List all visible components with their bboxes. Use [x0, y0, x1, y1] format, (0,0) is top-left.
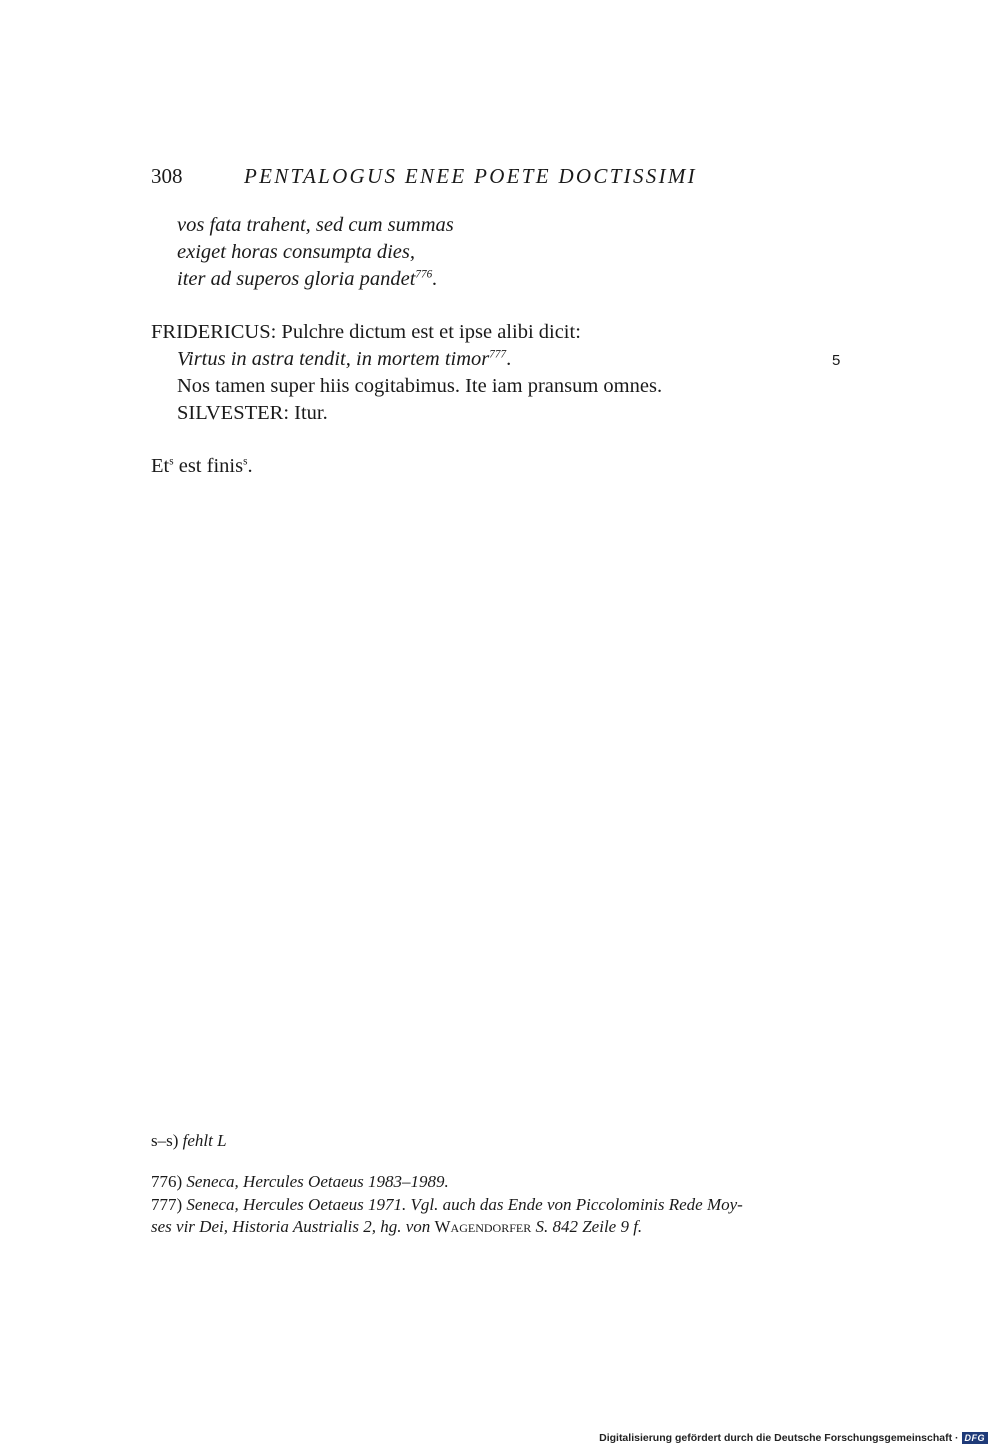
verse-line-2: exiget horas consumpta dies,: [177, 241, 415, 263]
nos-line: Nos tamen super hiis cogitabimus. Ite iam pransum omnes.: [177, 375, 663, 397]
dfg-logo: DFG: [962, 1432, 989, 1444]
apparatus-siglum: s–s): [151, 1131, 179, 1150]
page-number: 308: [151, 164, 183, 188]
ending-line: [151, 453, 253, 480]
ending-end: .: [247, 455, 253, 477]
footnote-label: 776): [151, 1172, 183, 1191]
footnote-label: 777): [151, 1195, 183, 1214]
quote-end: .: [506, 348, 512, 370]
ending-word: Et: [151, 455, 170, 477]
verse-line-3-text: iter ad superos gloria pandet: [177, 268, 416, 290]
apparatus-text: fehlt L: [182, 1131, 227, 1150]
footnote-ref-777: 777: [489, 348, 507, 361]
ending-middle: est finis: [173, 455, 244, 477]
verse-line-3-end: .: [432, 268, 438, 290]
quote-line: [177, 346, 511, 373]
footnote-776: [151, 1171, 449, 1193]
author-name: Wagendorfer: [434, 1217, 532, 1236]
apparatus-mark-open: s: [169, 455, 174, 468]
apparatus-entry: [151, 1130, 227, 1152]
line-number: 5: [832, 352, 841, 369]
footer-banner-text: Digitalisierung gefördert durch die Deutsche Forschungsgemeinschaft ·: [599, 1432, 959, 1444]
digitization-footer: [599, 1432, 988, 1444]
footnote-777-continuation: [151, 1216, 642, 1238]
running-title: PENTALOGUS ENEE POETE DOCTISSIMI: [244, 164, 697, 188]
footnote-777: [151, 1194, 743, 1216]
footnote-ref-776: 776: [415, 268, 433, 281]
footnote-text: Seneca, Hercules Oetaeus 1983–1989.: [186, 1172, 449, 1191]
apparatus-mark-close: s: [243, 455, 248, 468]
verse-line-3: [177, 266, 437, 293]
footnote-text-line-2-end: S. 842 Zeile 9 f.: [535, 1217, 643, 1236]
verse-line-1: vos fata trahent, sed cum summas: [177, 214, 454, 236]
silvester-line: SILVESTER: Itur.: [177, 402, 328, 424]
fridericus-line: FRIDERICUS: Pulchre dictum est et ipse alibi dicit:: [151, 321, 581, 343]
footnote-text-line-1: Seneca, Hercules Oetaeus 1971. Vgl. auch das Ende von Piccolominis Rede Moy-: [186, 1195, 743, 1214]
footnote-text-line-2: ses vir Dei, Historia Austrialis 2, hg. von: [151, 1217, 431, 1236]
quote-text: Virtus in astra tendit, in mortem timor: [177, 348, 490, 370]
